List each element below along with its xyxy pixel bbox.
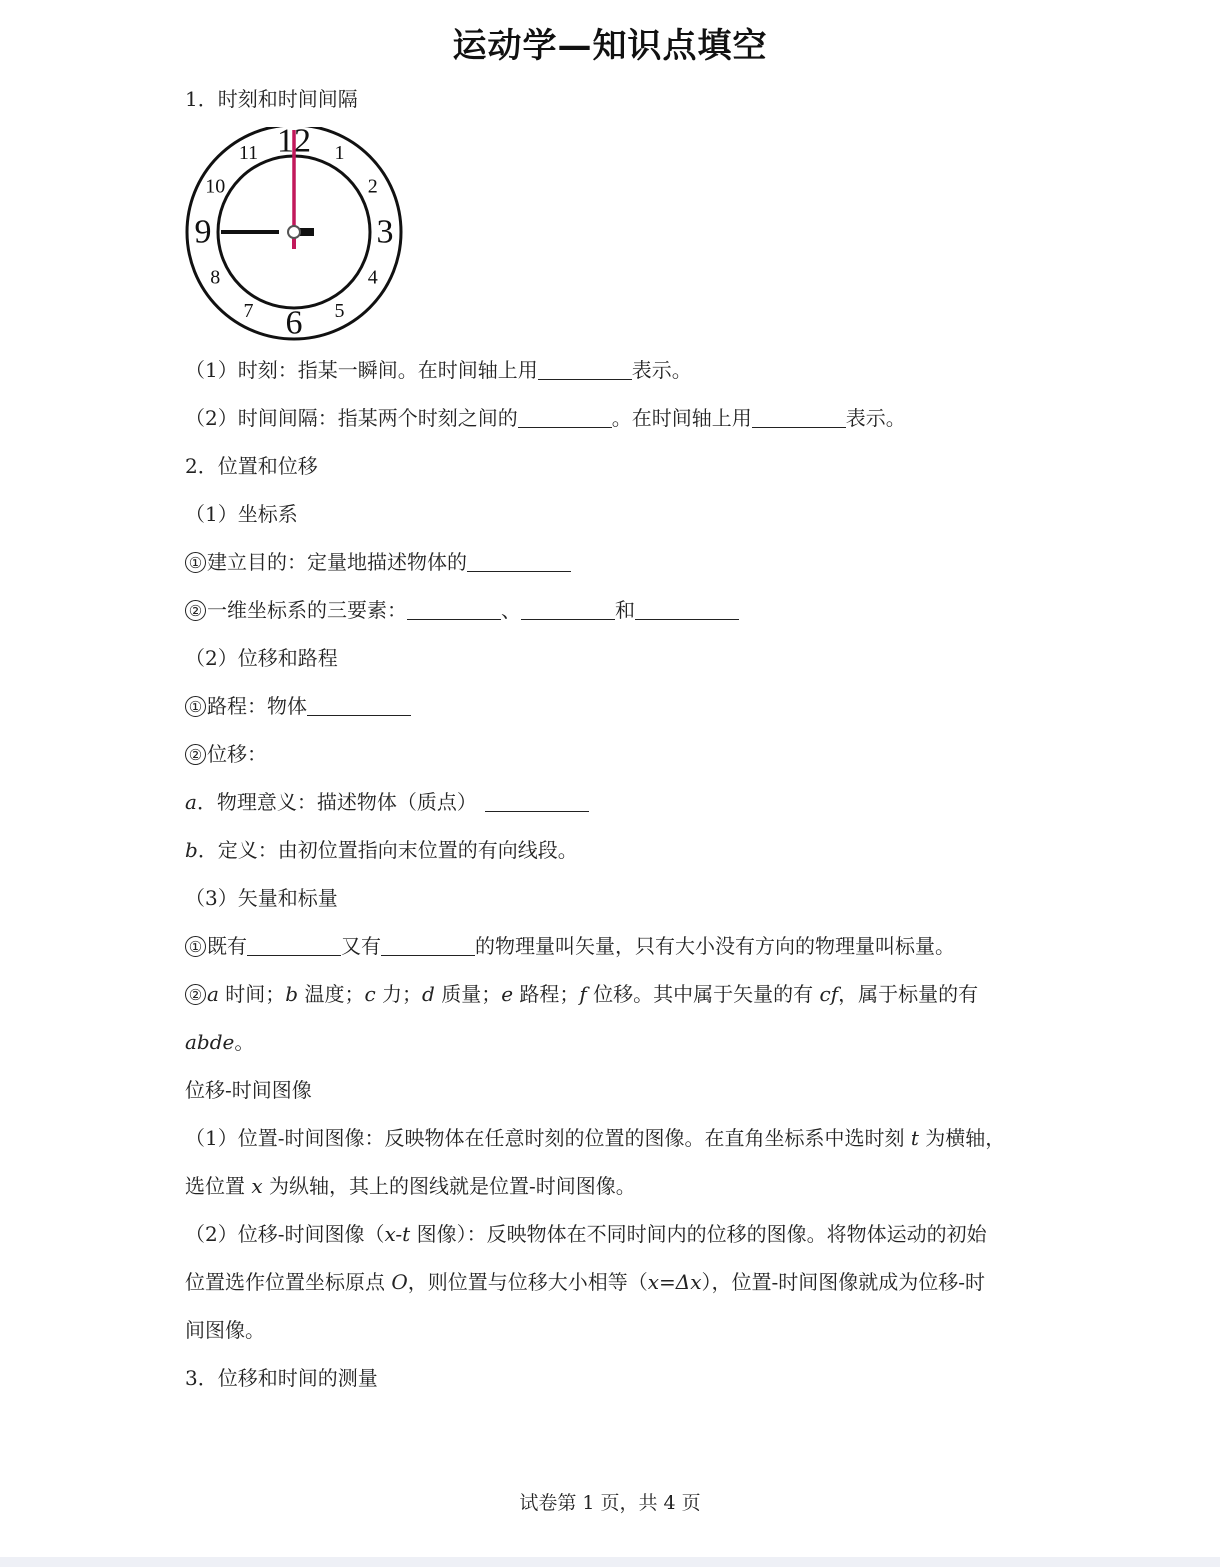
s1-item-2-text-b: 。在时间轴上用 [611,406,752,430]
circled-number: ② [185,984,206,1005]
text: 为横轴， [918,1126,1006,1150]
var: d [422,982,435,1006]
text: 温度； [298,982,365,1006]
text: 力； [375,982,423,1006]
var: c [364,982,376,1006]
separator: 和 [615,598,635,622]
var: f [579,982,587,1006]
var: x=Δx [647,1270,702,1294]
s2-coord-purpose-text: 建立目的：定量地描述物体的 [207,550,467,574]
var: t [910,1126,919,1150]
graph-p2-line-2 [185,1269,985,1295]
clock-center-pin [288,226,300,238]
text: 图像）：反映物体在不同时间内的位移的图像。将物体运动的初始 [410,1222,987,1246]
s2-coord-purpose [185,549,571,575]
s2-vector-def [185,933,955,959]
page-title: 运动学—知识点填空 [452,26,768,66]
var: abde [185,1030,235,1054]
text: （2）位移-时间图像（ [185,1222,385,1246]
s1-item-2 [185,405,906,431]
s2-coord-elements-text: 一维坐标系的三要素： [207,598,407,622]
clock-numeral: 12 [277,127,311,160]
clock-numeral: 5 [334,299,345,322]
s2-sub-1: （1）坐标系 [185,502,298,526]
var: x-t [384,1222,411,1246]
clock-numeral: 3 [376,213,394,251]
blank-field[interactable] [521,599,615,620]
var: O [391,1270,408,1294]
s2-coord-elements [185,597,739,623]
s1-item-2-text-c: 表示。 [845,406,906,430]
var: cf [819,982,839,1006]
clock-numeral: 9 [194,213,212,251]
blank-field[interactable] [381,935,475,956]
s2-sub-2: （2）位移和路程 [185,646,338,670]
blank-field[interactable] [485,791,589,812]
text: 质量； [434,982,502,1006]
clock-figure [185,127,405,341]
s2-vector-examples [185,981,978,1007]
text: （1）位置-时间图像：反映物体在任意时刻的位置的图像。在直角坐标系中选时刻 [185,1126,911,1150]
clock-numeral: 8 [210,266,221,289]
text: 。 [234,1030,255,1054]
s2-vector-examples-cont [185,1029,254,1055]
graph-p1-line-2 [185,1173,636,1199]
section-1-heading: 1．时刻和时间间隔 [185,87,358,111]
var: e [501,982,514,1006]
circled-number: ① [185,696,206,717]
text: 路程； [513,982,580,1006]
text: 为纵轴，其上的图线就是位置-时间图像。 [262,1174,636,1198]
clock-numeral: 10 [205,175,226,198]
clock-numeral: 11 [238,142,259,165]
s2-disp-meaning [185,789,589,815]
circled-number: ① [185,552,206,573]
s1-item-2-text-a: （2）时间间隔：指某两个时刻之间的 [185,406,518,430]
section-2-heading: 2．位置和位移 [185,454,318,478]
s2-disp-meaning-text: ．物理意义：描述物体（质点） [196,790,477,814]
text: 选位置 [185,1174,252,1198]
blank-field[interactable] [247,935,341,956]
var: x [251,1174,263,1198]
clock-numeral: 1 [334,142,345,165]
s2-disp-definition-text: ．定义：由初位置指向末位置的有向线段。 [197,838,578,862]
text: 时间； [218,982,286,1006]
blank-field[interactable] [752,407,846,428]
item-letter: a [185,790,197,814]
var: b [285,982,299,1006]
blank-field[interactable] [307,695,411,716]
page-footer: 试卷第 1 页，共 4 页 [519,1492,701,1514]
text: ），位置-时间图像就成为位移-时 [701,1270,986,1294]
clock-numeral: 2 [367,175,378,198]
blank-field[interactable] [518,407,612,428]
s1-item-1 [185,357,692,383]
blank-field[interactable] [407,599,501,620]
clock-numeral: 7 [243,299,254,322]
graph-p1-line-1 [185,1125,1005,1151]
text: ，则位置与位移大小相等（ [407,1270,648,1294]
s1-item-1-text-a: （1）时刻：指某一瞬间。在时间轴上用 [185,358,538,382]
blank-field[interactable] [538,359,632,380]
s2-path-text: 路程：物体 [207,694,307,718]
s2-path [185,693,411,719]
separator: 、 [501,598,521,622]
s2-sub-3: （3）矢量和标量 [185,886,338,910]
item-letter: b [185,838,198,862]
clock-numeral: 6 [285,304,303,341]
text: 位置选作位置坐标原点 [185,1270,392,1294]
text: 的物理量叫矢量，只有大小没有方向的物理量叫标量。 [475,934,955,958]
blank-field[interactable] [635,599,739,620]
text: ，属于标量的有 [838,982,979,1006]
graph-p2-line-3: 间图像。 [185,1318,265,1342]
var: a [207,982,219,1006]
text: 既有 [207,934,247,958]
graph-p2-line-1 [185,1221,987,1247]
page-bottom-band [0,1557,1220,1567]
circled-number: ① [185,936,206,957]
text: 位移。其中属于矢量的有 [586,982,820,1006]
s2-disp-definition [185,837,578,863]
s2-displacement [185,741,267,767]
blank-field[interactable] [467,551,571,572]
s2-displacement-text: 位移： [207,742,267,766]
circled-number: ② [185,744,206,765]
section-3-heading: 3．位移和时间的测量 [185,1366,378,1390]
s1-item-1-text-b: 表示。 [631,358,692,382]
circled-number: ② [185,600,206,621]
graph-heading: 位移-时间图像 [185,1078,312,1102]
text: 又有 [341,934,381,958]
clock-numeral: 4 [367,266,378,289]
